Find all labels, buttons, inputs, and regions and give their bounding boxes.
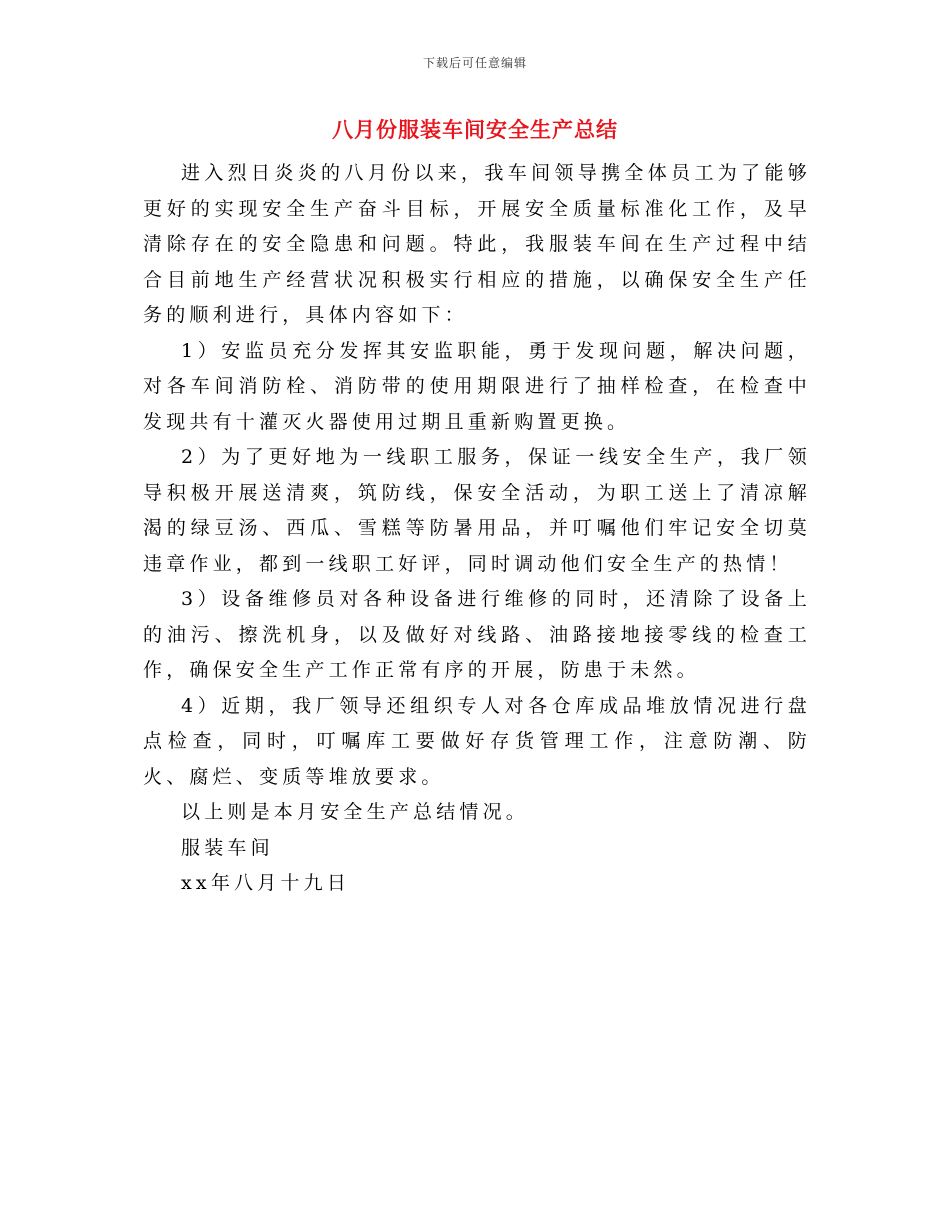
- item-paragraph-2: 2）为了更好地为一线职工服务，保证一线安全生产，我厂领导积极开展送清爽，筑防线，保安全活动，为职工送上了清凉解渴的绿豆汤、西瓜、雪糕等防暑用品，并叮嘱他们牢记安全切莫违章作业，都到一线职工好评，同时调动他们安全生产的热情！: [143, 446, 811, 575]
- document-title: 八月份服装车间安全生产总结: [332, 117, 618, 142]
- closing-date: xx年八月十九日: [181, 872, 351, 894]
- item-paragraph-3: 3）设备维修员对各种设备进行维修的同时，还清除了设备上的油污、擦洗机身，以及做好对线路、油路接地接零线的检查工作，确保安全生产工作正常有序的开展，防患于未然。: [143, 588, 811, 681]
- item-paragraph-4: 4）近期，我厂领导还组织专人对各仓库成品堆放情况进行盘点检查，同时，叮嘱库工要做好存货管理工作，注意防潮、防火、腐烂、变质等堆放要求。: [143, 694, 811, 788]
- closing-summary: 以上则是本月安全生产总结情况。: [181, 801, 530, 823]
- header-note: 下载后可任意编辑: [422, 56, 527, 70]
- intro-paragraph: 进入烈日炎炎的八月份以来，我车间领导携全体员工为了能够更好的实现安全生产奋斗目标，开展安全质量标准化工作，及早清除存在的安全隐患和问题。特此，我服装车间在生产过程中结合目前地生产经营状况积极实行相应的措施，以确保安全生产任务的顺利进行，具体内容如下：: [143, 162, 811, 326]
- item-paragraph-1: 1）安监员充分发挥其安监职能，勇于发现问题，解决问题，对各车间消防栓、消防带的使用期限进行了抽样检查，在检查中发现共有十灌灭火器使用过期且重新购置更换。: [143, 339, 811, 433]
- document-body: [143, 156, 811, 902]
- closing-department: 服装车间: [181, 836, 274, 859]
